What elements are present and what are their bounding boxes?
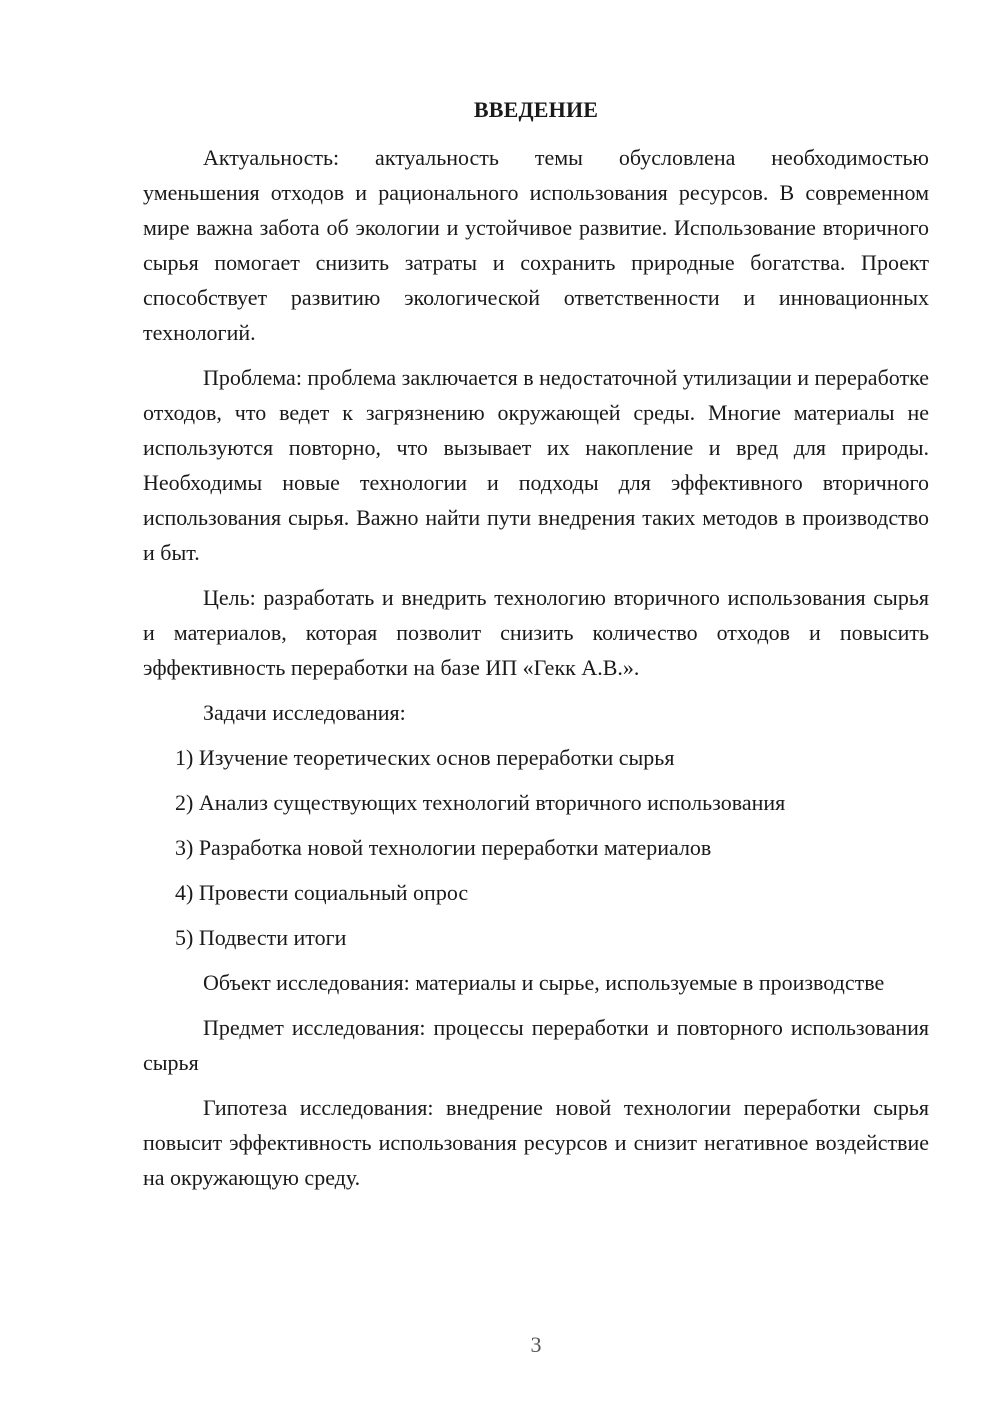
paragraph-object: Объект исследования: материалы и сырье, используемые в производстве xyxy=(203,970,885,995)
paragraph-relevance: Актуальность: актуальность темы обусловлена необходимостью уменьшения отходов и рационального использования ресурсов. В современном мире важна забота об экологии и устойчивое развитие. Использование вторичного сырья помогает снизить затраты и сохранить природные богатства. Проект способствует развитию экологической ответственности и инновационных технологий. xyxy=(143,145,929,345)
paragraph-subject: Предмет исследования: процессы переработки и повторного использования сырья xyxy=(143,1015,929,1075)
tasks-title: Задачи исследования: xyxy=(203,700,406,725)
paragraph-hypothesis: Гипотеза исследования: внедрение новой технологии переработки сырья повысит эффективность использования ресурсов и снизит негативное воздействие на окружающую среду. xyxy=(143,1095,929,1190)
document-page xyxy=(143,95,929,1205)
task-item-4: 4) Провести социальный опрос xyxy=(175,880,469,905)
task-item-1: 1) Изучение теоретических основ переработки сырья xyxy=(175,745,675,770)
task-list xyxy=(143,740,929,955)
task-item-5: 5) Подвести итоги xyxy=(175,925,347,950)
paragraph-problem: Проблема: проблема заключается в недостаточной утилизации и переработке отходов, что ведет к загрязнению окружающей среды. Многие материалы не используются повторно, что вызывает их накопление и вред для природы. Необходимы новые технологии и подходы для эффективного вторичного использования сырья. Важно найти пути внедрения таких методов в производство и быт. xyxy=(143,365,929,565)
task-item-2: 2) Анализ существующих технологий вторичного использования xyxy=(175,790,786,815)
page-title: ВВЕДЕНИЕ xyxy=(473,97,599,122)
task-item-3: 3) Разработка новой технологии переработки материалов xyxy=(175,835,712,860)
paragraph-goal: Цель: разработать и внедрить технологию вторичного использования сырья и материалов, которая позволит снизить количество отходов и повысить эффективность переработки на базе ИП «Гекк А.В.». xyxy=(143,585,929,680)
page-number: 3 xyxy=(530,1332,542,1357)
